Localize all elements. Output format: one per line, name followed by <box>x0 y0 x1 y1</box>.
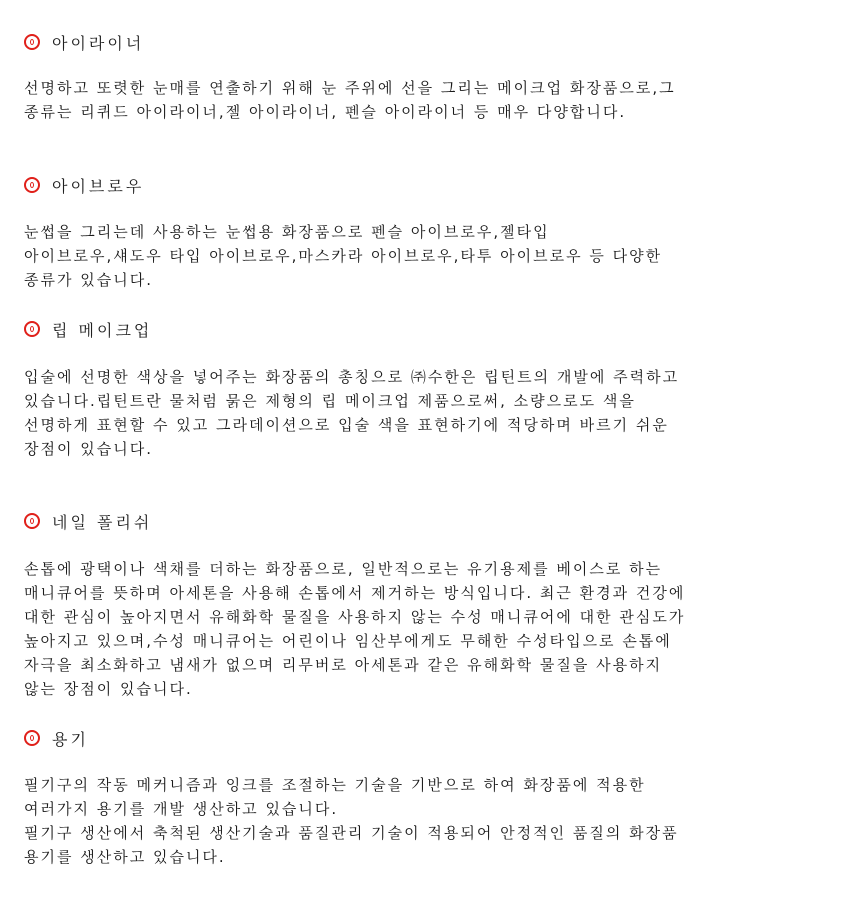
body-line: 있습니다.립틴트란 물처럼 묽은 제형의 립 메이크업 제품으로써, 소량으로도 색을 <box>24 392 636 410</box>
section-body-nail-polish <box>24 557 824 701</box>
section-heading-eyebrow <box>24 174 144 196</box>
section-title: 립 메이크업 <box>52 320 153 340</box>
body-line: 대한 관심이 높아지면서 유해화학 물질을 사용하지 않는 수성 매니큐어에 대한 관심도가 <box>24 608 686 626</box>
bullet-icon <box>24 321 40 337</box>
section-body-eyebrow <box>24 220 824 292</box>
body-line: 종류가 있습니다. <box>24 271 153 289</box>
section-heading-eyeliner <box>24 31 144 53</box>
section-heading-container <box>24 727 89 749</box>
section-title: 아이라이너 <box>52 33 145 53</box>
body-line: 장점이 있습니다. <box>24 440 153 458</box>
body-line: 여러가지 용기를 개발 생산하고 있습니다. <box>24 800 339 818</box>
bullet-icon <box>24 730 40 746</box>
body-line: 매니큐어를 뜻하며 아세톤을 사용해 손톱에서 제거하는 방식입니다. 최근 환경과 건강에 <box>24 584 686 602</box>
body-line: 아이브로우,섀도우 타입 아이브로우,마스카라 아이브로우,타투 아이브로우 등 다양한 <box>24 247 663 265</box>
section-body-lip-makeup <box>24 365 824 461</box>
bullet-icon <box>24 34 40 50</box>
body-line: 선명하게 표현할 수 있고 그라데이션으로 입술 색을 표현하기에 적당하며 바르기 쉬운 <box>24 416 669 434</box>
body-line: 필기구 생산에서 축척된 생산기술과 품질관리 기술이 적용되어 안정적인 품질의 화장품 <box>24 824 679 842</box>
body-line: 않는 장점이 있습니다. <box>24 680 193 698</box>
section-heading-nail-polish <box>24 510 152 532</box>
body-line: 눈썹을 그리는데 사용하는 눈썹용 화장품으로 펜슬 아이브로우,젤타입 <box>24 223 550 241</box>
section-title: 용기 <box>52 729 89 749</box>
body-line: 입술에 선명한 색상을 넣어주는 화장품의 총칭으로 ㈜수한은 립틴트의 개발에 주력하고 <box>24 368 680 386</box>
section-body-container <box>24 773 824 869</box>
body-line: 선명하고 또렷한 눈매를 연출하기 위해 눈 주위에 선을 그리는 메이크업 화장품으로,그 <box>24 79 676 97</box>
bullet-icon <box>24 177 40 193</box>
bullet-icon <box>24 513 40 529</box>
section-title: 네일 폴리쉬 <box>52 512 153 532</box>
body-line: 손톱에 광택이나 색채를 더하는 화장품으로, 일반적으로는 유기용제를 베이스로 하는 <box>24 560 663 578</box>
section-title: 아이브로우 <box>52 176 145 196</box>
body-line: 종류는 리퀴드 아이라이너,젤 아이라이너, 펜슬 아이라이너 등 매우 다양합니다. <box>24 103 627 121</box>
body-line: 필기구의 작동 메커니즘과 잉크를 조절하는 기술을 기반으로 하여 화장품에 적용한 <box>24 776 646 794</box>
body-line: 자극을 최소화하고 냄새가 없으며 리무버로 아세톤과 같은 유해화학 물질을 사용하지 <box>24 656 663 674</box>
section-body-eyeliner <box>24 76 824 124</box>
body-line: 용기를 생산하고 있습니다. <box>24 848 226 866</box>
section-heading-lip-makeup <box>24 318 152 340</box>
body-line: 높아지고 있으며,수성 매니큐어는 어린이나 임산부에게도 무해한 수성타입으로 손톱에 <box>24 632 672 650</box>
